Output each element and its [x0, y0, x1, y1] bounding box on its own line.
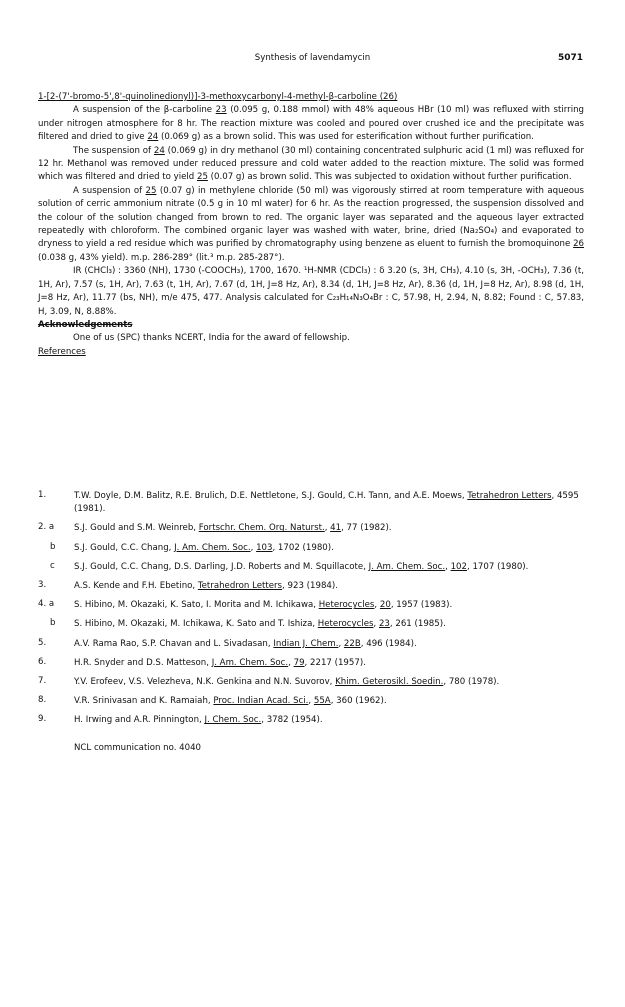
reference-span: , [445, 561, 451, 572]
reference-span: V.R. Srinivasan and K. Ramaiah, [74, 696, 214, 707]
reference-span: 780 (1978). [448, 677, 500, 688]
reference-citation: Proc. Indian Acad. Sci. [213, 696, 309, 707]
reference-number: 5. [38, 637, 47, 648]
compound-ref: 24 [147, 132, 159, 143]
reference-span: A.S. Kende and F.H. Ebetino, [74, 581, 198, 592]
reference-citation: 103 [256, 542, 273, 553]
reference-item [38, 714, 584, 727]
reference-span: , 1957 (1983). [390, 600, 453, 611]
acknowledgements-heading: Acknowledgements [38, 319, 133, 330]
reference-text [74, 522, 584, 535]
reference-span: , 1707 (1980). [467, 561, 529, 572]
reference-item [38, 638, 584, 651]
reference-item [38, 490, 584, 516]
reference-number: 9. [38, 714, 47, 725]
reference-citation: 23 [378, 619, 390, 630]
references-heading [38, 346, 584, 359]
reference-span: , 2217 (1957). [304, 657, 366, 668]
reference-span: , [443, 677, 449, 688]
reference-text [74, 714, 584, 727]
reference-span: , [261, 715, 267, 726]
reference-span: 923 (1984). [287, 581, 338, 592]
text-span: (0.069 g) as a brown solid. This was used for esterification without further purification. [158, 132, 534, 143]
page-number: 5071 [557, 53, 583, 63]
reference-number: 3. [38, 580, 47, 591]
reference-list [38, 490, 584, 734]
reference-citation: J. Am. Chem. Soc. [211, 657, 289, 668]
reference-number: 8. [38, 695, 47, 706]
reference-span: , 360 (1962). [330, 696, 387, 707]
reference-citation: J. Am. Chem. Soc. [368, 561, 446, 572]
reference-citation: Khim. Geterosikl. Soedin. [335, 677, 444, 688]
reference-item [38, 522, 584, 535]
communication-note: NCL communication no. 4040 [74, 743, 202, 753]
text-span: The suspension of [73, 145, 154, 156]
reference-citation: 102 [450, 561, 467, 572]
compound-ref: 24 [153, 145, 165, 156]
reference-text [74, 695, 584, 708]
text-span: (0.095 g, 0.188 mmol) with 48% aqueous HBr (10 ml) was refluxed with stirring under nitrogen atmosphere for 8 hr. The reaction mixture was cooled and poured over crushed ice and the precipitate was filtered and dried to give [38, 105, 584, 143]
reference-span: H.R. Snyder and D.S. Matteson, [74, 657, 212, 668]
reference-text [74, 638, 584, 651]
text-span: (0.038 g, 43% yield). m.p. 286-289° (lit.³ m.p. 285-287°). [38, 252, 285, 263]
reference-span: , [250, 542, 257, 553]
reference-citation: 41 [330, 523, 342, 534]
reference-span: , [324, 523, 331, 534]
paragraph-hydrolysis [38, 104, 584, 144]
reference-span: 3782 (1954). [266, 715, 323, 726]
compound-ref: 25 [197, 172, 208, 183]
reference-text [74, 599, 584, 612]
reference-citation: Tetrahedron Letters [467, 491, 552, 501]
reference-text [74, 676, 584, 689]
reference-span: , 261 (1985). [389, 619, 446, 630]
compound-ref: 26 [573, 239, 584, 250]
reference-span: , [373, 619, 379, 630]
compound-heading: 1-[2-(7'-bromo-5',8'-quinolinedionyl)]-3-methoxycarbonyl-4-methyl-β-carboline (26) [38, 92, 398, 102]
reference-span: S.J. Gould, C.C. Chang, D.S. Darling, J.D. Roberts and M. Squillacote, [74, 561, 369, 572]
reference-span: S.J. Gould, C.C. Chang, [74, 542, 175, 553]
reference-span: , [288, 657, 294, 668]
compound-ref: 23 [215, 105, 227, 116]
reference-number: 7. [38, 676, 47, 687]
text-span: (0.07 g) as brown solid. This was subjected to oxidation without further purification. [207, 172, 572, 183]
reference-text [74, 580, 584, 593]
running-title: Synthesis of lavendamycin [254, 53, 371, 63]
article-body [38, 91, 584, 359]
reference-span: , 1702 (1980). [272, 542, 334, 553]
acknowledgements-text: One of us (SPC) thanks NCERT, India for the award of fellowship. [73, 333, 350, 344]
reference-text [74, 561, 584, 574]
text-span: (0.07 g) in methylene chloride (50 ml) was vigorously stirred at room temperature with aqueous solution of cerric ammonium nitrate (0.5 g in 10 ml water) for 6 hr. As the reaction progressed, the suspension dissolved and the colour of the solution changed from brown to red. The organic layer was separated and the aqueous layer extracted repeatedly with chloroform. The combined organic layer was washed with water, brine, dried (Na₂SO₄) and evaporated to dryness to yield a red residue which was purified by chromatography using benzene as eluent to furnish the bromoquinone [38, 185, 584, 250]
reference-citation: 20 [379, 600, 391, 611]
references-heading-text: References [38, 346, 86, 357]
reference-number: 2. a [38, 522, 55, 533]
paragraph-esterification [38, 145, 584, 185]
reference-span: Y.V. Erofeev, V.S. Velezheva, N.K. Genkina and N.N. Suvorov, [74, 677, 336, 688]
reference-span: , [551, 491, 557, 501]
reference-item [38, 676, 584, 689]
reference-citation: 79 [293, 657, 305, 668]
reference-span: , [308, 696, 314, 707]
reference-item [38, 580, 584, 593]
reference-number: 4. a [38, 599, 55, 610]
reference-number: c [50, 560, 55, 571]
reference-span: S. Hibino, M. Okazaki, K. Sato, I. Morita and M. Ichikawa, [74, 600, 319, 611]
paragraph-spectral-data: IR (CHCl₃) : 3360 (NH), 1730 (-COOCH₃), 1700, 1670. ¹H-NMR (CDCl₃) : δ 3.20 (s, 3H, CH₃), 4.10 (s, 3H, -OCH₃), 7.36 (t, 1H, Ar), 7.57 (s, 1H, Ar), 7.63 (t, 1H, Ar), 7.67 (d, 1H, J=8 Hz, Ar), 8.34 (d, 1H, J=8 Hz, Ar), 8.36 (d, 1H, J=8 Hz, Ar), 8.98 (d, 1H, J=8 Hz, Ar), 11.77 (bs, NH), m/e 475, 477. Analysis calculated for C₂₃H₁₄N₃O₄Br : C, 57.98, H, 2.94, N, 8.82; Found : C, 57.83, H, 3.09, N, 8.88%. [38, 266, 584, 317]
reference-citation: 22B [343, 638, 361, 649]
text-span: A suspension of [73, 185, 146, 196]
reference-number: b [50, 618, 56, 629]
text-span: (0.069 g) in dry methanol (30 ml) containing concentrated sulphuric acid (1 ml) was refluxed for 12 hr. Methanol was removed under reduced pressure and cold water added to the reaction mixture. The solid was formed which was filtered and dried to yield [38, 145, 584, 183]
reference-span: , [282, 581, 288, 592]
reference-citation: Indian J. Chem. [273, 638, 339, 649]
reference-text [74, 618, 584, 631]
reference-citation: 55A [313, 696, 331, 707]
reference-span: , [338, 638, 344, 649]
reference-number: b [50, 541, 56, 552]
reference-item [38, 561, 584, 574]
reference-number: 6. [38, 656, 47, 667]
reference-citation: Fortschr. Chem. Org. Naturst. [198, 523, 325, 534]
reference-item [38, 618, 584, 631]
reference-span: H. Irwing and A.R. Pinnington, [74, 715, 205, 726]
reference-text [74, 490, 584, 516]
reference-span: , 77 (1982). [341, 523, 392, 534]
reference-citation: J. Am. Chem. Soc. [174, 542, 251, 553]
reference-span: S. Hibino, M. Okazaki, M. Ichikawa, K. Sato and T. Ishiza, [74, 619, 318, 630]
text-span: A suspension of the β-carboline [73, 105, 216, 116]
reference-item [38, 657, 584, 670]
paragraph-oxidation [38, 185, 584, 265]
reference-item [38, 599, 584, 612]
reference-item [38, 542, 584, 555]
compound-ref: 25 [145, 185, 157, 196]
reference-citation: Tetrahedron Letters [197, 581, 283, 592]
reference-span: S.J. Gould and S.M. Weinreb, [74, 523, 199, 534]
running-header [0, 53, 625, 67]
reference-text [74, 542, 584, 555]
reference-citation: Heterocycles [318, 600, 375, 611]
reference-span: , [374, 600, 380, 611]
reference-text [74, 657, 584, 670]
reference-span: A.V. Rama Rao, S.P. Chavan and L. Sivadasan, [74, 638, 274, 649]
reference-number: 1. [38, 490, 47, 500]
reference-span: 4595 (1981). [74, 491, 579, 515]
reference-span: T.W. Doyle, D.M. Balitz, R.E. Brulich, D.E. Nettletone, S.J. Gould, C.H. Tann, and A.E. Moews, [74, 491, 468, 501]
reference-citation: Heterocycles [317, 619, 374, 630]
reference-item [38, 695, 584, 708]
reference-span: , 496 (1984). [360, 638, 417, 649]
reference-citation: J. Chem. Soc. [204, 715, 262, 726]
